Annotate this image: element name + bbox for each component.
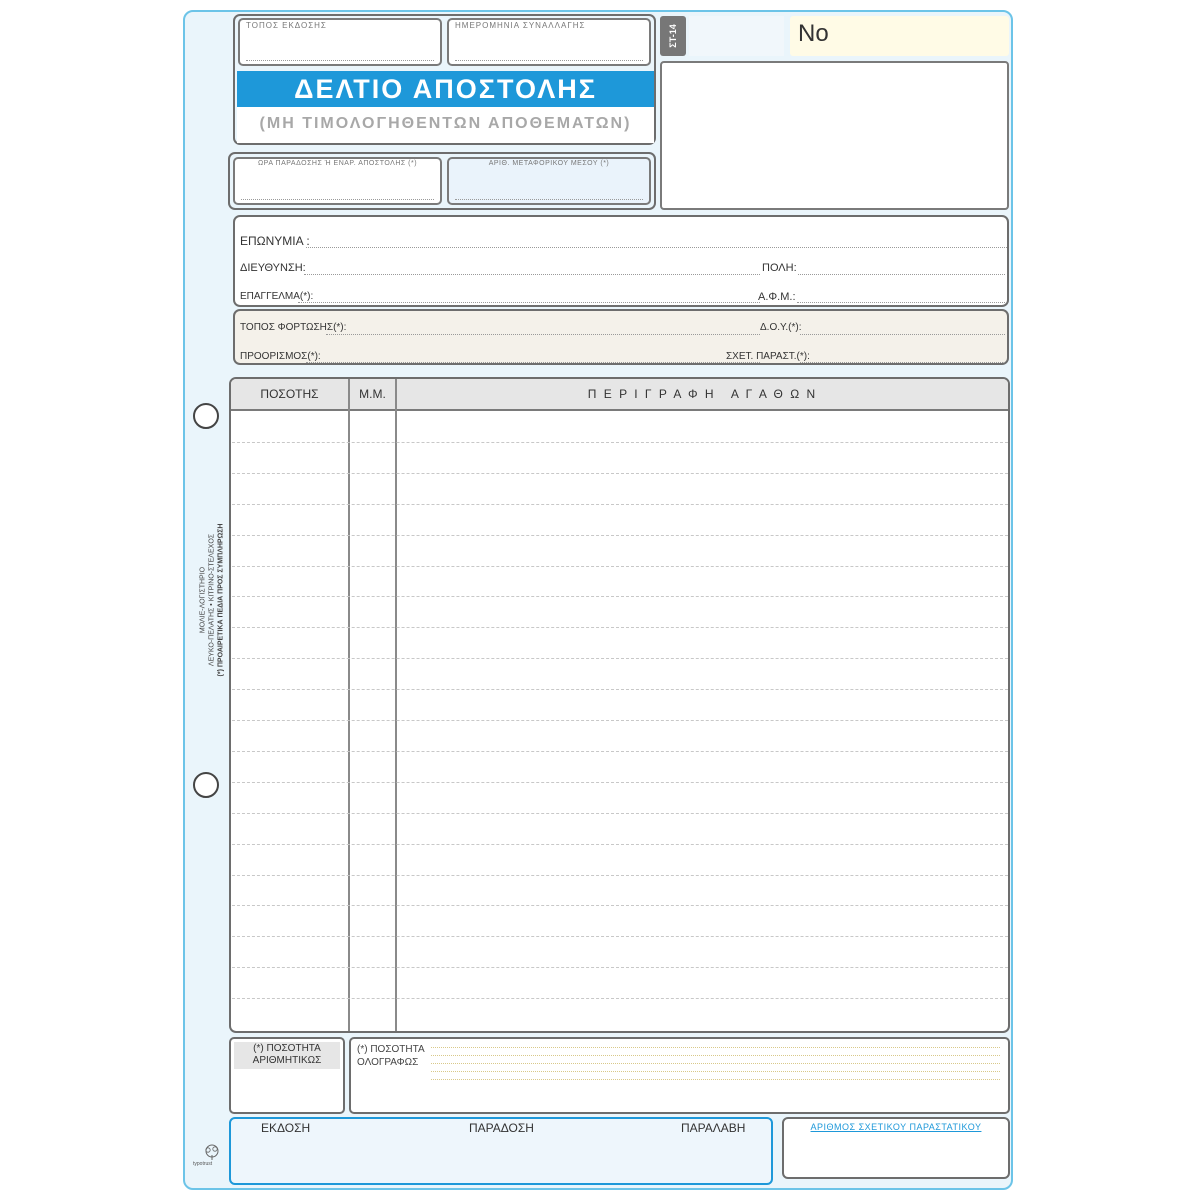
words-line-2 <box>431 1055 1000 1056</box>
quantity-words-box[interactable] <box>349 1037 1010 1114</box>
tax-office-line[interactable] <box>800 334 1005 335</box>
delivery-time-label: ΩΡΑ ΠΑΡΑΔΟΣΗΣ Ή ΕΝΑΡ. ΑΠΟΣΤΟΛΗΣ (*) <box>257 160 418 167</box>
item-row-line[interactable] <box>232 751 1008 752</box>
item-row-line[interactable] <box>232 967 1008 968</box>
quantity-numeric-line1: (*) ΠΟΣΟΤΗΤΑ <box>253 1043 321 1054</box>
item-row-line[interactable] <box>232 658 1008 659</box>
city-label: ΠΟΛΗ: <box>762 262 797 274</box>
item-row-line[interactable] <box>232 627 1008 628</box>
address-line[interactable] <box>304 274 760 275</box>
words-line-5 <box>431 1079 1000 1080</box>
vehicle-number-field[interactable] <box>447 157 651 205</box>
divider-quantity-unit <box>348 379 350 1031</box>
issue-label: ΕΚΔΟΣΗ <box>261 1121 311 1135</box>
transaction-date-label: ΗΜΕΡΟΜΗΝΙΑ ΣΥΝΑΛΛΑΓΗΣ <box>455 21 586 30</box>
column-quantity: ΠΟΣΟΤΗΣ <box>260 387 319 401</box>
form-code: ΣΤ-14 <box>668 24 678 48</box>
vehicle-number-line <box>455 199 643 200</box>
item-row-line[interactable] <box>232 844 1008 845</box>
item-row-line[interactable] <box>232 566 1008 567</box>
title-banner <box>237 71 654 107</box>
item-row-line[interactable] <box>232 504 1008 505</box>
side-note-1: ΜΟΛΙΕ-ΛΟΓΙΣΤΗΡΙΟ <box>199 566 207 634</box>
quantity-numeric-box[interactable] <box>229 1037 345 1114</box>
delivery-time-field[interactable] <box>233 157 442 205</box>
item-row-line[interactable] <box>232 905 1008 906</box>
binder-hole-top <box>193 403 219 429</box>
items-table <box>229 377 1010 1033</box>
item-row-line[interactable] <box>232 813 1008 814</box>
vat-label: Α.Φ.Μ.: <box>758 291 796 303</box>
quantity-numeric-label <box>234 1042 340 1069</box>
tax-office-label: Δ.Ο.Υ.(*): <box>760 322 802 333</box>
item-row-line[interactable] <box>232 596 1008 597</box>
profession-label: ΕΠΑΓΓΕΛΜΑ(*): <box>240 291 314 302</box>
item-row-line[interactable] <box>232 936 1008 937</box>
publisher-name: typotrust <box>193 1161 213 1167</box>
item-row-line[interactable] <box>232 720 1008 721</box>
name-line[interactable] <box>306 247 1007 248</box>
related-doc-label: ΣΧΕΤ. ΠΑΡΑΣΤ.(*): <box>726 351 810 362</box>
quantity-words-line2: ΟΛΟΓΡΑΦΩΣ <box>357 1057 419 1068</box>
quantity-words-label <box>357 1043 425 1069</box>
item-row-line[interactable] <box>232 442 1008 443</box>
city-line[interactable] <box>798 274 1005 275</box>
signatures-box[interactable] <box>229 1117 773 1185</box>
issue-place-line <box>246 60 434 61</box>
transaction-date-line <box>455 60 643 61</box>
words-line-3 <box>431 1063 1000 1064</box>
words-line-1 <box>431 1047 1000 1048</box>
quantity-words-line1: (*) ΠΟΣΟΤΗΤΑ <box>357 1044 425 1055</box>
item-row-line[interactable] <box>232 689 1008 690</box>
loading-place-label: ΤΟΠΟΣ ΦΟΡΤΩΣΗΣ(*): <box>240 322 347 333</box>
quantity-numeric-line2: ΑΡΙΘΜΗΤΙΚΩΣ <box>252 1055 322 1066</box>
related-doc-number-box[interactable] <box>782 1117 1010 1179</box>
transaction-date-field[interactable] <box>447 18 651 66</box>
item-row-line[interactable] <box>232 535 1008 536</box>
loading-place-line[interactable] <box>326 334 760 335</box>
related-doc-line[interactable] <box>800 362 1005 363</box>
publisher-logo <box>193 1143 227 1169</box>
words-line-4 <box>431 1071 1000 1072</box>
vehicle-number-label: ΑΡΙΘ. ΜΕΤΑΦΟΡΙΚΟΥ ΜΕΣΟΥ (*) <box>488 160 610 167</box>
stamp-box[interactable] <box>660 61 1009 210</box>
item-row-line[interactable] <box>232 875 1008 876</box>
side-note-2: ΛΕΥΚΟ-ΠΕΛΑΤΗΣ • ΚΙΤΡΙΝΟ-ΣΤΕΛΕΧΟΣ <box>208 533 216 667</box>
publisher-tree-icon <box>197 1143 227 1161</box>
delivery-label: ΠΑΡΑΔΟΣΗ <box>469 1121 534 1135</box>
form-title: ΔΕΛΤΙΟ ΑΠΟΣΤΟΛΗΣ <box>294 74 597 104</box>
column-unit: Μ.Μ. <box>359 387 386 401</box>
destination-label: ΠΡΟΟΡΙΣΜΟΣ(*): <box>240 351 321 362</box>
shipping-block <box>233 309 1009 365</box>
item-row-line[interactable] <box>232 473 1008 474</box>
issue-place-field[interactable] <box>238 18 442 66</box>
issue-place-label: ΤΟΠΟΣ ΕΚΔΟΣΗΣ <box>246 21 327 30</box>
binder-hole-bottom <box>193 772 219 798</box>
name-label: ΕΠΩΝΥΜΙΑ : <box>240 234 310 248</box>
vat-line[interactable] <box>797 302 1005 303</box>
code-tab <box>660 16 686 56</box>
number-label: No <box>798 20 829 47</box>
subtitle-band <box>237 107 654 143</box>
number-field[interactable] <box>790 16 1009 56</box>
item-row-line[interactable] <box>232 998 1008 999</box>
column-description: Π Ε Ρ Ι Γ Ρ Α Φ Η Α Γ Α Θ Ω Ν <box>587 387 818 401</box>
code-cell <box>689 16 784 56</box>
destination-line[interactable] <box>306 362 760 363</box>
delivery-time-line <box>241 199 434 200</box>
customer-block <box>233 215 1009 307</box>
profession-line[interactable] <box>298 302 760 303</box>
related-doc-number-label: ΑΡΙΘΜΟΣ ΣΧΕΤΙΚΟΥ ΠΑΡΑΣΤΑΤΙΚΟΥ <box>810 1122 982 1132</box>
divider-unit-description <box>395 379 397 1031</box>
form-subtitle: (ΜΗ ΤΙΜΟΛΟΓΗΘΕΝΤΩΝ ΑΠΟΘΕΜΑΤΩΝ) <box>259 115 632 132</box>
side-note-3: (*) ΠΡΟΑΙΡΕΤΙΚΑ ΠΕΔΙΑ ΠΡΟΣ ΣΥΜΠΛΗΡΩΣΗ <box>217 523 225 677</box>
receipt-label: ΠΑΡΑΛΑΒΗ <box>681 1121 746 1135</box>
address-label: ΔΙΕΥΘΥΝΣΗ: <box>240 262 306 274</box>
item-row-line[interactable] <box>232 782 1008 783</box>
